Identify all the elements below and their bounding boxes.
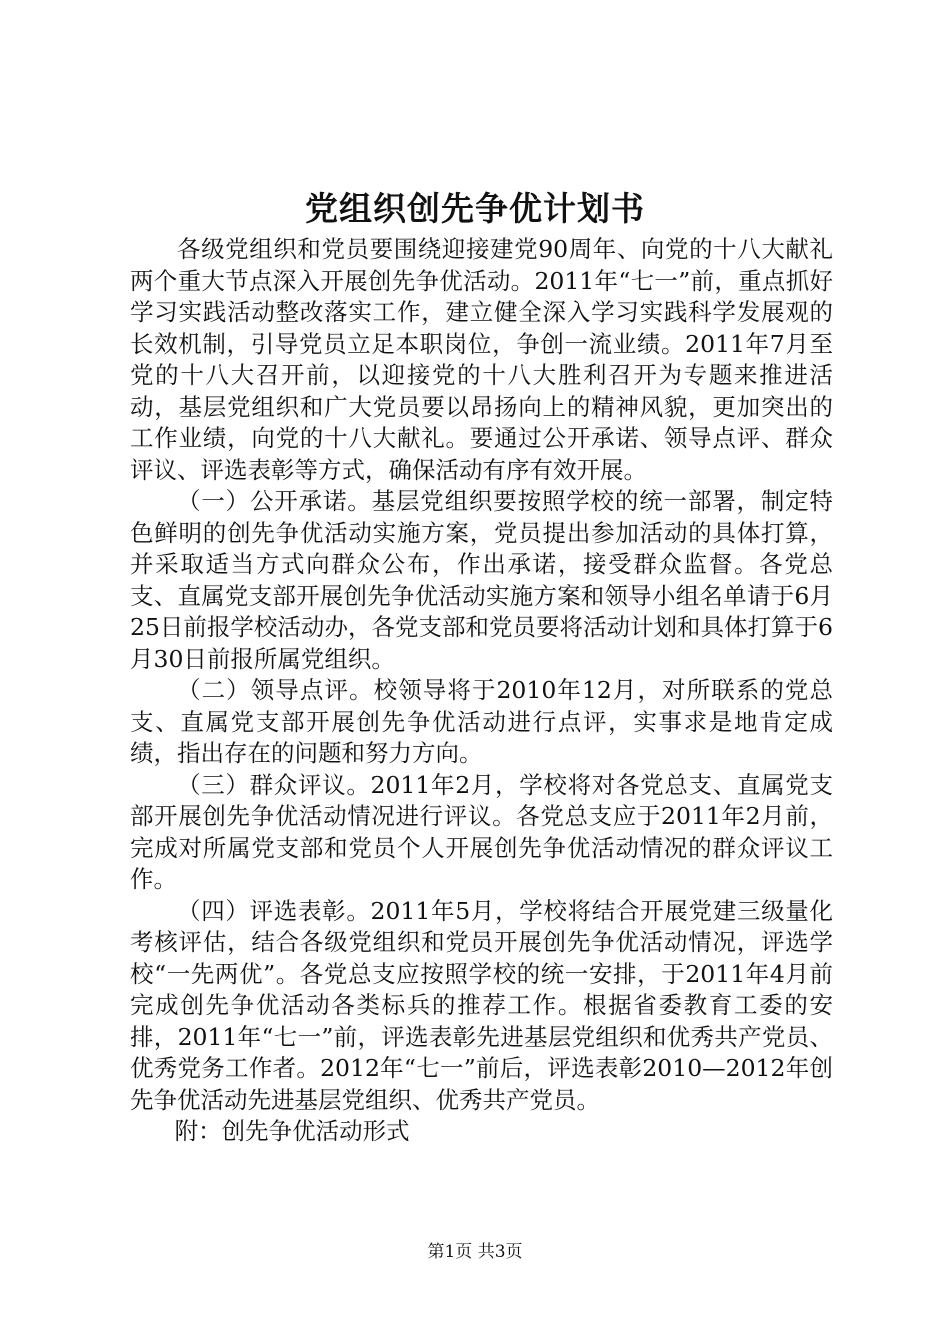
section-leadership-review: （二）领导点评。校领导将于2010年12月，对所联系的党总支、直属党支部开展创先争优活动进行点评，实事求是地肯定成绩，指出存在的问题和努力方向。 [130, 676, 833, 767]
attachment-note: 附：创先争优活动形式 [174, 1117, 410, 1145]
page-footer: 第1页 共3页 [427, 1242, 523, 1262]
document-title: 党组织创先争优计划书 [305, 189, 645, 228]
section-selection-commendation: （四）评选表彰。2011年5月，学校将结合开展党建三级量化考核评估，结合各级党组织和党员开展创先争优活动情况，评选学校“一先两优”。各党总支应按照学校的统一安排，于2011年4月前完成创先争优活动各类标兵的推荐工作。根据省委教育工委的安排，2011年“七一”前，评选表彰先进基层党组织和优秀共产党员、优秀党务工作者。2012年“七一”前后，评选表彰2010—2012年创先争优活动先进基层党组织、优秀共产党员。 [130, 896, 833, 1114]
intro-paragraph: 各级党组织和党员要围绕迎接建党90周年、向党的十八大献礼两个重大节点深入开展创先争优活动。2011年“七一”前，重点抓好学习实践活动整改落实工作，建立健全深入学习实践科学发展观的长效机制，引导党员立足本职岗位，争创一流业绩。2011年7月至党的十八大召开前，以迎接党的十八大胜利召开为专题来推进活动，基层党组织和广大党员要以昂扬向上的精神风貌，更加突出的工作业绩，向党的十八大献礼。要通过公开承诺、领导点评、群众评议、评选表彰等方式，确保活动有序有效开展。 [130, 235, 833, 484]
section-public-evaluation: （三）群众评议。2011年2月，学校将对各党总支、直属党支部开展创先争优活动情况进行评议。各党总支应于2011年2月前，完成对所属党支部和党员个人开展创先争优活动情况的群众评议工作。 [130, 770, 833, 893]
section-public-commitment: （一）公开承诺。基层党组织要按照学校的统一部署，制定特色鲜明的创先争优活动实施方案，党员提出参加活动的具体打算，并采取适当方式向群众公布，作出承诺，接受群众监督。各党总支、直属党支部开展创先争优活动实施方案和领导小组名单请于6月25日前报学校活动办，各党支部和党员要将活动计划和具体打算于6月30日前报所属党组织。 [130, 487, 833, 673]
document-body [130, 234, 833, 1148]
